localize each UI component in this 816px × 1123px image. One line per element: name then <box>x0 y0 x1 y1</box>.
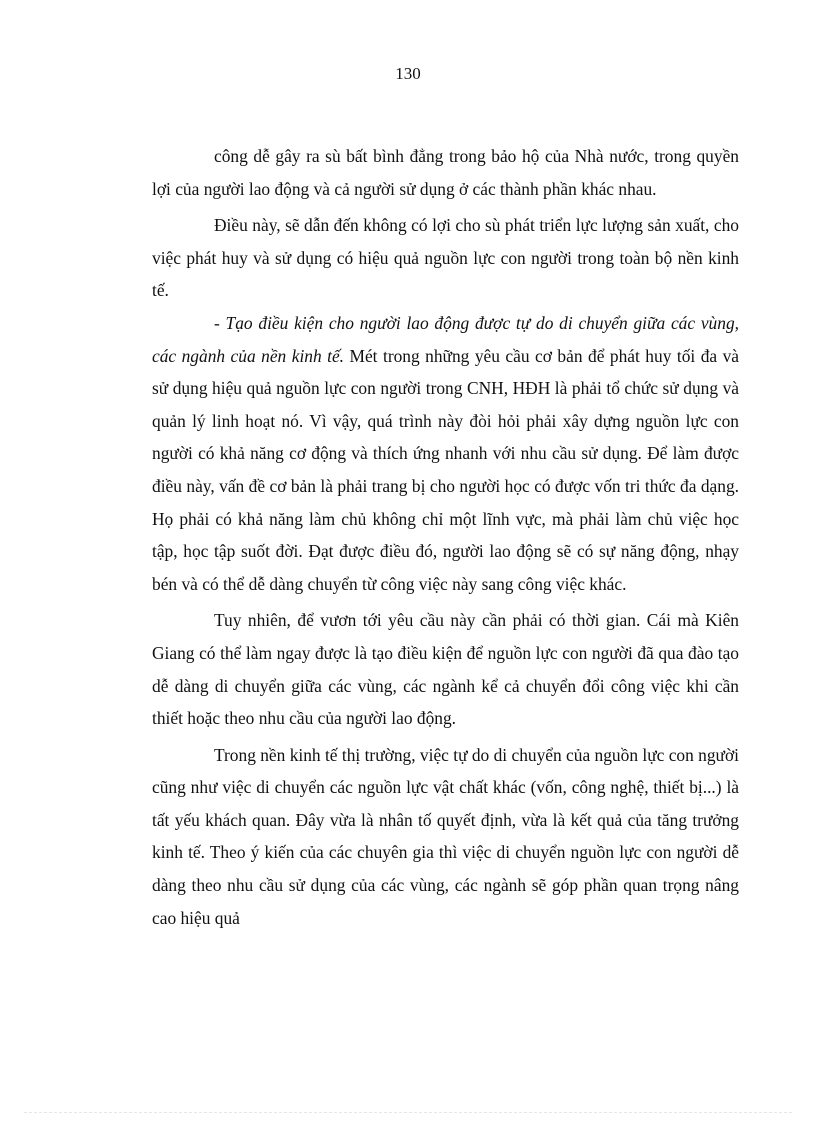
paragraph-5: Trong nền kinh tế thị trường, việc tự do di chuyển của nguồn lực con người cũng như việc di chuyển các nguồn lực vật chất khác (vốn, công nghệ, thiết bị...) là tất yếu khách quan. Đây vừa là nhân tố quyết định, vừa là kết quả của tăng trưởng kinh tế. Theo ý kiến của các chuyên gia thì việc di chuyển nguồn lực con người dễ dàng theo nhu cầu sử dụng của các vùng, các ngành sẽ góp phần quan trọng nâng cao hiệu quả <box>152 744 739 928</box>
paragraph-4: Tuy nhiên, để vươn tới yêu cầu này cần phải có thời gian. Cái mà Kiên Giang có thể làm ngay được là tạo điều kiện để nguồn lực con người đã qua đào tạo dễ dàng di chuyển giữa các vùng, các ngành kể cả chuyển đổi công việc khi cần thiết hoặc theo nhu cầu của người lao động. <box>152 610 739 729</box>
page-number: 130 <box>395 64 421 83</box>
paragraph-1: công dễ gây ra sù bất bình đẳng trong bảo hộ của Nhà nước, trong quyền lợi của người lao động và cả người sử dụng ở các thành phần khác nhau. <box>152 146 739 199</box>
italic-heading: - Tạo điều kiện cho người lao động được tự do di chuyển giữa các vùng, các ngành của nền kinh tế. <box>152 312 739 366</box>
paragraph-3 <box>152 307 739 600</box>
paragraph-3-body: Mét trong những yêu cầu cơ bản để phát huy tối đa và sử dụng hiệu quả nguồn lực con người trong CNH, HĐH là phải tổ chức sử dụng và quản lý linh hoạt nó. Vì vậy, quá trình này đòi hỏi phải xây dựng nguồn lực con người có khả năng cơ động và thích ứng nhanh với nhu cầu sử dụng. Để làm được điều này, vấn đề cơ bản là phải trang bị cho người học có được vốn tri thức đa dạng. Họ phải có khả năng làm chủ không chỉ một lĩnh vực, mà phải làm chủ việc học tập, học tập suốt đời. Đạt được điều đó, người lao động sẽ có sự năng động, nhạy bén và có thể dễ dàng chuyển từ công việc này sang công việc khác. <box>152 345 739 594</box>
document-body <box>152 140 739 934</box>
paragraph-2: Điều này, sẽ dẫn đến không có lợi cho sù phát triển lực lượng sản xuất, cho việc phát huy và sử dụng có hiệu quả nguồn lực con người trong toàn bộ nền kinh tế. <box>152 215 739 301</box>
page-bottom-divider <box>24 1112 792 1113</box>
